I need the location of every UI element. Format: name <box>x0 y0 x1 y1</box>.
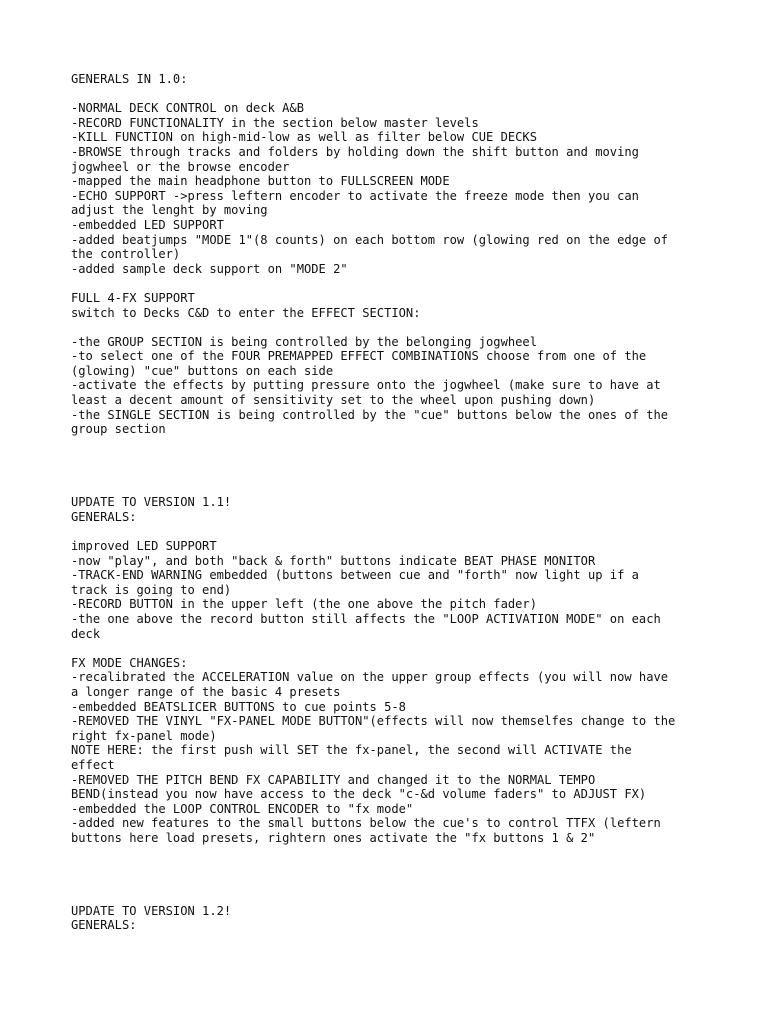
text-line: -embedded BEATSLICER BUTTONS to cue points 5-8 <box>71 699 406 714</box>
text-line: -RECORD FUNCTIONALITY in the section below master levels <box>71 115 479 130</box>
text-line: -recalibrated the ACCELERATION value on the upper group effects (you will now have <box>71 670 669 685</box>
text-line: right fx-panel mode) <box>71 728 217 743</box>
text-line: a longer range of the basic 4 presets <box>71 684 341 699</box>
text-line: -the SINGLE SECTION is being controlled by the "cue" buttons below the ones of the <box>71 407 669 422</box>
text-line: -mapped the main headphone button to FULLSCREEN MODE <box>71 174 450 189</box>
text-line: group section <box>71 422 166 437</box>
text-line: improved LED SUPPORT <box>71 539 217 554</box>
text-line: BEND(instead you now have access to the deck "c-&d volume faders" to ADJUST FX) <box>71 787 647 802</box>
blank-line <box>71 276 711 291</box>
text-line: -added beatjumps "MODE 1"(8 counts) on each bottom row (glowing red on the edge of <box>71 232 669 247</box>
text-line: -REMOVED THE VINYL "FX-PANEL MODE BUTTON"(effects will now themselfes change to the <box>71 714 676 729</box>
text-line: -embedded LED SUPPORT <box>71 217 224 232</box>
blank-line <box>71 524 711 539</box>
text-line: adjust the lenght by moving <box>71 203 268 218</box>
text-line: -TRACK-END WARNING embedded (buttons between cue and "forth" now light up if a <box>71 568 639 583</box>
section-spacer <box>71 845 711 903</box>
text-line: NOTE HERE: the first push will SET the fx-panel, the second will ACTIVATE the <box>71 743 632 758</box>
document-page <box>71 72 711 933</box>
section-subheading-fx-support: switch to Decks C&D to enter the EFFECT SECTION: <box>71 305 421 320</box>
text-line: (glowing) "cue" buttons on each side <box>71 363 334 378</box>
blank-line <box>71 87 711 102</box>
section-heading-update-1-2: UPDATE TO VERSION 1.2! <box>71 903 232 918</box>
text-line: least a decent amount of sensitivity set to the wheel upon pushing down) <box>71 393 596 408</box>
text-line: track is going to end) <box>71 582 232 597</box>
section-heading-fx-support: FULL 4-FX SUPPORT <box>71 290 195 305</box>
text-line: -to select one of the FOUR PREMAPPED EFFECT COMBINATIONS choose from one of the <box>71 349 647 364</box>
blank-line <box>71 320 711 335</box>
text-line: -RECORD BUTTON in the upper left (the one above the pitch fader) <box>71 597 537 612</box>
text-line: deck <box>71 626 101 641</box>
section-spacer <box>71 437 711 495</box>
text-line: jogwheel or the browse encoder <box>71 159 290 174</box>
text-line: -embedded the LOOP CONTROL ENCODER to "fx mode" <box>71 801 414 816</box>
section-heading-update-1-1: UPDATE TO VERSION 1.1! <box>71 495 232 510</box>
blank-line <box>71 641 711 656</box>
text-line: buttons here load presets, rightern ones activate the "fx buttons 1 & 2" <box>71 830 596 845</box>
text-line: -added sample deck support on "MODE 2" <box>71 261 348 276</box>
section-subheading-generals: GENERALS: <box>71 918 137 933</box>
text-line: -NORMAL DECK CONTROL on deck A&B <box>71 101 304 116</box>
text-line: effect <box>71 757 115 772</box>
section-heading-generals-1-0: GENERALS IN 1.0: <box>71 72 188 86</box>
section-subheading-generals: GENERALS: <box>71 509 137 524</box>
text-line: -now "play", and both "back & forth" buttons indicate BEAT PHASE MONITOR <box>71 553 596 568</box>
text-line: -added new features to the small buttons below the cue's to control TTFX (leftern <box>71 816 661 831</box>
text-line: -KILL FUNCTION on high-mid-low as well as filter below CUE DECKS <box>71 130 537 145</box>
section-heading-fx-mode-changes: FX MODE CHANGES: <box>71 655 188 670</box>
text-line: -activate the effects by putting pressure onto the jogwheel (make sure to have at <box>71 378 661 393</box>
text-line: -ECHO SUPPORT ->press leftern encoder to activate the freeze mode then you can <box>71 188 639 203</box>
text-line: -the GROUP SECTION is being controlled by the belonging jogwheel <box>71 334 537 349</box>
text-line: -the one above the record button still affects the "LOOP ACTIVATION MODE" on each <box>71 611 661 626</box>
text-line: -BROWSE through tracks and folders by holding down the shift button and moving <box>71 144 639 159</box>
text-line: -REMOVED THE PITCH BEND FX CAPABILITY and changed it to the NORMAL TEMPO <box>71 772 596 787</box>
text-line: the controller) <box>71 247 181 262</box>
